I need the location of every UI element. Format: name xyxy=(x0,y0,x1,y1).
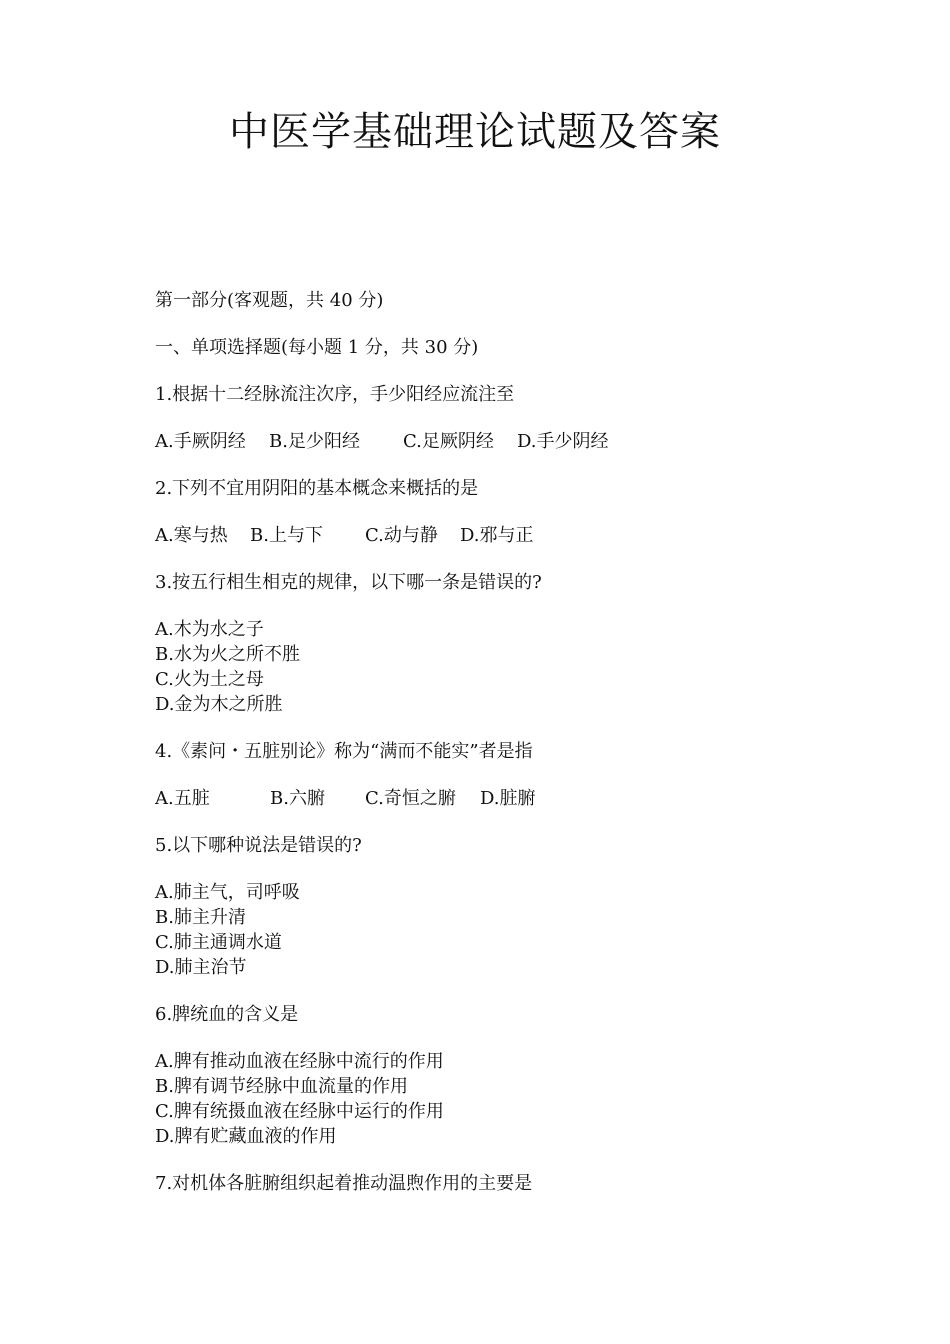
option-b: B.水为火之所不胜 xyxy=(155,644,300,665)
option-c: C.足厥阴经 xyxy=(403,431,494,452)
question-options xyxy=(155,786,855,811)
option-a: A.木为水之子 xyxy=(155,619,264,640)
section-heading: 一、单项选择题(每小题 1 分，共 30 分) xyxy=(155,337,479,358)
question-stem: 3.按五行相生相克的规律，以下哪一条是错误的? xyxy=(155,572,542,593)
question-options xyxy=(155,523,855,548)
option-b: B.足少阳经 xyxy=(269,431,360,452)
option-b: B.肺主升清 xyxy=(155,907,246,928)
document-body xyxy=(155,288,855,1218)
option-a: A.肺主气，司呼吸 xyxy=(155,882,300,903)
option-c: C.脾有统摄血液在经脉中运行的作用 xyxy=(155,1101,444,1122)
question-stem: 1.根据十二经脉流注次序，手少阳经应流注至 xyxy=(155,384,515,405)
option-d: D.肺主治节 xyxy=(155,957,247,978)
option-c: C.肺主通调水道 xyxy=(155,932,282,953)
question-stem: 7.对机体各脏腑组织起着推动温煦作用的主要是 xyxy=(155,1173,533,1194)
option-c: C.奇恒之腑 xyxy=(365,788,456,809)
option-d: D.脾有贮藏血液的作用 xyxy=(155,1126,337,1147)
question-stem: 6.脾统血的含义是 xyxy=(155,1004,299,1025)
question-options xyxy=(155,617,855,717)
question-stem: 5.以下哪种说法是错误的? xyxy=(155,835,362,856)
document-title: 中医学基础理论试题及答案 xyxy=(229,109,721,155)
option-a: A.寒与热 xyxy=(155,525,228,546)
question-options xyxy=(155,429,855,454)
option-a: A.手厥阴经 xyxy=(155,431,246,452)
option-c: C.火为土之母 xyxy=(155,669,264,690)
option-b: B.六腑 xyxy=(270,788,325,809)
question-stem: 4.《素问・五脏别论》称为“满而不能实”者是指 xyxy=(155,741,533,762)
question-stem: 2.下列不宜用阴阳的基本概念来概括的是 xyxy=(155,478,479,499)
option-c: C.动与静 xyxy=(365,525,438,546)
option-b: B.上与下 xyxy=(250,525,323,546)
option-d: D.手少阴经 xyxy=(517,431,609,452)
question-options xyxy=(155,880,855,980)
option-a: A.五脏 xyxy=(155,788,210,809)
option-a: A.脾有推动血液在经脉中流行的作用 xyxy=(155,1051,444,1072)
option-d: D.脏腑 xyxy=(480,788,536,809)
option-d: D.邪与正 xyxy=(460,525,534,546)
question-options xyxy=(155,1049,855,1149)
part-heading: 第一部分(客观题，共 40 分) xyxy=(155,290,384,311)
option-b: B.脾有调节经脉中血流量的作用 xyxy=(155,1076,408,1097)
option-d: D.金为木之所胜 xyxy=(155,694,283,715)
